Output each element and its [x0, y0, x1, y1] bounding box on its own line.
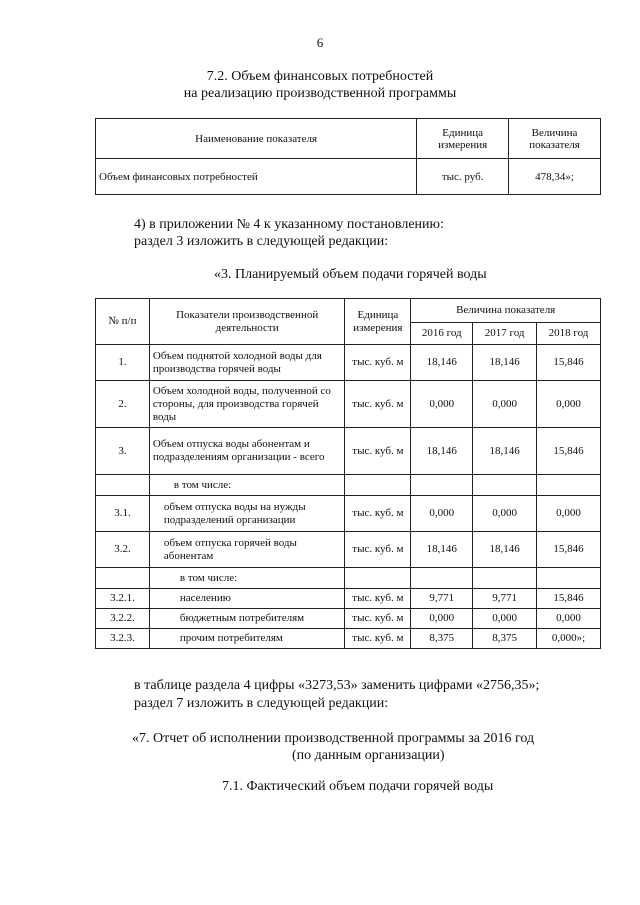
row-value-2018: 15,846: [537, 532, 601, 568]
row-value-2018: 15,846: [537, 345, 601, 381]
table1-cell-unit: тыс. руб.: [417, 159, 509, 195]
table1-header-unit: Единица измерения: [417, 119, 509, 159]
table-row-subheading: [96, 568, 601, 589]
row-value-2018: 15,846: [537, 589, 601, 609]
row-indicator: бюджетным потребителям: [149, 609, 345, 629]
amendment-paragraph-1: [134, 216, 444, 250]
row-num: 3.2.1.: [96, 589, 150, 609]
row-indicator: прочим потребителям: [149, 629, 345, 649]
row-num: 3.: [96, 428, 150, 475]
row-num: 2.: [96, 381, 150, 428]
section-7-title-line2: (по данным организации): [292, 748, 445, 763]
paragraph2-line2: раздел 7 изложить в следующей редакции:: [134, 696, 389, 711]
paragraph1-line1: 4) в приложении № 4 к указанному постановлению:: [134, 217, 444, 232]
table2-header-2018: 2018 год: [537, 323, 601, 345]
row-indicator: Объем холодной воды, полученной со стороны, для производства горячей воды: [149, 381, 345, 428]
paragraph2-line1: в таблице раздела 4 цифры «3273,53» заменить цифрами «2756,35»;: [134, 678, 540, 693]
table2-header-num: № п/п: [96, 299, 150, 345]
row-value-2017: 18,146: [473, 345, 537, 381]
table1-row: [96, 159, 601, 195]
row-value-2016: 0,000: [411, 496, 473, 532]
paragraph1-line2: раздел 3 изложить в следующей редакции:: [134, 234, 389, 249]
row-value-2018: 0,000: [537, 496, 601, 532]
table-row: [96, 345, 601, 381]
row-value-2018: [537, 475, 601, 496]
row-value-2017: 18,146: [473, 532, 537, 568]
row-value-2017: 0,000: [473, 496, 537, 532]
row-value-2016: 8,375: [411, 629, 473, 649]
table-row: [96, 381, 601, 428]
table-row: [96, 532, 601, 568]
table1-header-row: [96, 119, 601, 159]
row-value-2016: 18,146: [411, 428, 473, 475]
row-num: 3.2.2.: [96, 609, 150, 629]
table1-cell-name: Объем финансовых потребностей: [96, 159, 417, 195]
row-num: 3.2.3.: [96, 629, 150, 649]
row-value-2017: 0,000: [473, 609, 537, 629]
row-unit: тыс. куб. м: [345, 496, 411, 532]
row-num: [96, 568, 150, 589]
section-7-title-line1: «7. Отчет об исполнении производственной программы за 2016 год: [132, 731, 535, 746]
row-value-2017: 9,771: [473, 589, 537, 609]
page-number: 6: [316, 35, 324, 50]
table2-header-value: Величина показателя: [411, 299, 601, 323]
row-unit: тыс. куб. м: [345, 589, 411, 609]
row-value-2017: 0,000: [473, 381, 537, 428]
table1-header-name: Наименование показателя: [96, 119, 417, 159]
row-unit: [345, 475, 411, 496]
row-value-2016: 0,000: [411, 609, 473, 629]
row-unit: [345, 568, 411, 589]
table2-header-row-1: [96, 299, 601, 323]
section-7-1-title: 7.1. Фактический объем подачи горячей воды: [222, 779, 494, 794]
table-row-subheading: [96, 475, 601, 496]
row-unit: тыс. куб. м: [345, 609, 411, 629]
amendment-paragraph-2: [134, 677, 539, 713]
row-value-2016: 0,000: [411, 381, 473, 428]
row-indicator: Объем отпуска воды абонентам и подразделениям организации - всего: [149, 428, 345, 475]
table1-cell-value: 478,34»;: [509, 159, 601, 195]
row-num: 3.1.: [96, 496, 150, 532]
row-value-2016: [411, 475, 473, 496]
row-value-2017: [473, 475, 537, 496]
financial-needs-table: [95, 118, 601, 195]
row-indicator: объем отпуска воды на нужды подразделений организации: [149, 496, 345, 532]
row-unit: тыс. куб. м: [345, 532, 411, 568]
row-value-2016: 18,146: [411, 532, 473, 568]
row-unit: тыс. куб. м: [345, 345, 411, 381]
table1-header-value: Величина показателя: [509, 119, 601, 159]
row-value-2016: 18,146: [411, 345, 473, 381]
table-row: [96, 609, 601, 629]
table-row: [96, 629, 601, 649]
row-unit: тыс. куб. м: [345, 629, 411, 649]
row-value-2018: 0,000»;: [537, 629, 601, 649]
row-indicator: населению: [149, 589, 345, 609]
table-row: [96, 589, 601, 609]
section-3-title: «3. Планируемый объем подачи горячей воды: [214, 267, 487, 282]
row-num: 3.2.: [96, 532, 150, 568]
row-value-2016: [411, 568, 473, 589]
row-value-2017: 8,375: [473, 629, 537, 649]
row-indicator: объем отпуска горячей воды абонентам: [149, 532, 345, 568]
section-7-2-title-line2: на реализацию производственной программы: [183, 86, 457, 101]
table2-header-indicator: Показатели производственной деятельности: [149, 299, 345, 345]
row-value-2017: 18,146: [473, 428, 537, 475]
table2-header-2016: 2016 год: [411, 323, 473, 345]
row-indicator: в том числе:: [149, 475, 345, 496]
row-value-2018: 0,000: [537, 381, 601, 428]
section-7-heading: [132, 730, 534, 764]
row-value-2018: [537, 568, 601, 589]
row-indicator: Объем поднятой холодной воды для производства горячей воды: [149, 345, 345, 381]
row-num: [96, 475, 150, 496]
row-value-2018: 0,000: [537, 609, 601, 629]
row-value-2017: [473, 568, 537, 589]
section-7-2-heading: [0, 68, 640, 102]
hot-water-supply-table: [95, 298, 601, 649]
table2-header-2017: 2017 год: [473, 323, 537, 345]
table2-header-unit: Единица измерения: [345, 299, 411, 345]
table-row: [96, 428, 601, 475]
row-indicator: в том числе:: [149, 568, 345, 589]
row-value-2018: 15,846: [537, 428, 601, 475]
row-unit: тыс. куб. м: [345, 381, 411, 428]
section-7-2-title-line1: 7.2. Объем финансовых потребностей: [206, 69, 434, 84]
row-num: 1.: [96, 345, 150, 381]
row-value-2016: 9,771: [411, 589, 473, 609]
table-row: [96, 496, 601, 532]
row-unit: тыс. куб. м: [345, 428, 411, 475]
